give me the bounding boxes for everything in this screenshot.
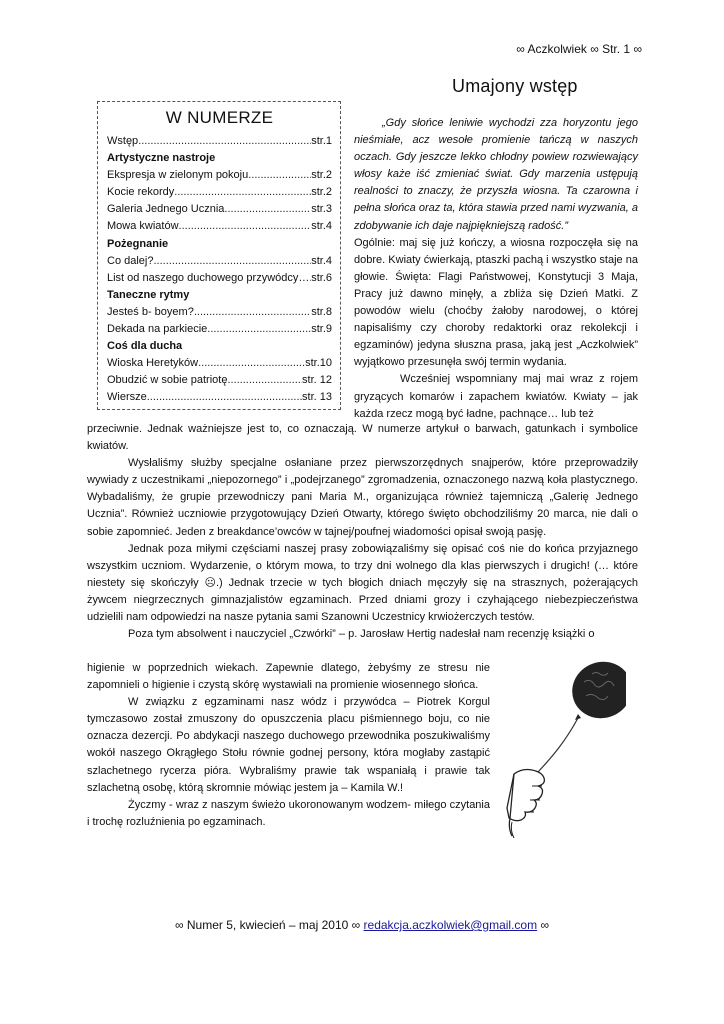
article-body-narrow <box>87 660 490 831</box>
toc-entry-title: Jesteś b- boyem? <box>107 305 194 318</box>
toc-dot-leader <box>198 355 305 372</box>
toc-entry-title: List od naszego duchowego przywódcy… <box>107 271 310 284</box>
balloon-illustration <box>500 652 626 838</box>
toc-entry-page: str.8 <box>311 305 332 318</box>
toc-dot-leader <box>224 201 311 218</box>
footer-email-link[interactable]: redakcja.aczkolwiek@gmail.com <box>363 918 538 932</box>
toc-entry-title: Wiersze <box>107 391 147 404</box>
footer-suffix: ∞ <box>537 918 549 932</box>
footer-issue: ∞ Numer 5, kwiecień – maj 2010 ∞ <box>175 918 364 932</box>
toc-entry-page: str.10 <box>305 357 332 370</box>
article-body <box>87 421 638 643</box>
toc-dot-leader <box>147 389 302 406</box>
intro-paragraph-1: Ogólnie: maj się już kończy, a wiosna rozpoczęła się na dobre. Kwiaty ćwierkają, ptaszki pachą i wszystko staje na głowie. Święta: Flagi Państwowej, Konstytucji 3 Maja, Pracy już dawno minęły, a zbliża się Dzień Matki. Z powodów wielu (choćby żałoby narodowej, o której napisaliśmy czy choroby redaktorki oraz rekolekcji i egzaminów) jedyna słuszna prasa, jaką jest „Aczkolwiek” wyjątkowo przesunęła swój termin wydania. <box>354 236 638 369</box>
toc-entry <box>107 304 332 321</box>
body-paragraph-5-continued: higienie w poprzednich wiekach. Zapewnie dlatego, żebyśmy ze stresu nie zapomnieli o higienie i czystą skórę wystawiali na promienie wiosennego słońca. <box>87 662 490 692</box>
toc-entry <box>107 218 332 235</box>
toc-entry-title: Mowa kwiatów <box>107 220 179 233</box>
toc-entry-page: str.2 <box>311 186 332 199</box>
toc-entry-title: Wioska Heretyków <box>107 357 199 370</box>
toc-entry-title: Dekada na parkiecie <box>107 323 208 336</box>
toc-entry <box>107 184 332 201</box>
toc-section-heading: Artystyczne nastroje <box>107 152 216 165</box>
toc-dot-leader <box>207 321 311 338</box>
article-title: Umajony wstęp <box>452 76 578 96</box>
body-paragraph-5: Poza tym absolwent i nauczyciel „Czwórki” – p. Jarosław Hertig nadesłał nam recenzję książki o <box>128 628 595 641</box>
toc-dot-leader <box>227 372 302 389</box>
toc-entry <box>107 389 332 406</box>
toc-entry <box>107 167 332 184</box>
toc-entry-page: str.6 <box>311 271 332 284</box>
toc-entry-title: Galeria Jednego Ucznia <box>107 203 225 216</box>
toc-heading: W NUMERZE <box>165 108 274 127</box>
toc-entry-title: Ekspresja w zielonym pokoju <box>107 169 249 182</box>
toc-entry <box>107 253 332 270</box>
toc-entry-title: Wstęp <box>107 135 139 147</box>
toc-entry-page: str.2 <box>311 169 332 182</box>
toc-list <box>107 133 332 407</box>
toc-entry-page: str.1 <box>311 135 332 147</box>
toc-section-heading: Taneczne rytmy <box>107 288 190 301</box>
body-paragraph-4: Jednak poza miłymi częściami naszej prasy zobowiązaliśmy się opisać coś nie do końca przyjaznego wszystkim uczniom. Wydarzenie, o którym mowa, to trzy dni wolnego dla klas pierwszych i drugich! (… które niestety się skończyły ☹.) Jednak trzecie w tych błogich dniach męczyły się na strasznych, pożerających żywcem niegrzecznych gimnazjalistów egzaminach. Przed dniami grozy i czyhającego niebezpieczeństwa udzielili nam odpowiedzi na nasze pytania sami Szanowni Uczestnicy krwiożerczych testów. <box>87 542 638 624</box>
toc-dot-leader <box>248 167 311 184</box>
toc-entry-page: str.4 <box>311 220 332 233</box>
toc-dot-leader <box>179 218 312 235</box>
intro-quote: „Gdy słońce leniwie wychodzi zza horyzontu jego nieśmiałe, acz wesołe promienie tańczą w naszych oczach. Gdy jeszcze lekko chłodny powiew rozwiewający włosy każe iść zmieniać świat. Gdy marzenia ustępują realności to znaczy, że przyszła wiosna. Ta czarowna i pełna słońca oraz ta, która stawia przed nami wyzwania, a zdobywanie ich daje najpiękniejszą radość.” <box>354 117 638 232</box>
toc-section-heading: Pożegnanie <box>107 237 169 250</box>
body-paragraph-3: Wysłaliśmy służby specjalne osłaniane przez pierwszorzędnych snajperów, które przeprowadziły wywiady z uczestnikami „niepozornego” i „podejrzanego” zgromadzenia, oznaczonego nazwą koła plastycznego. Wybadaliśmy, że grupie przewodniczy pani Maria M., organizująca również tajemniczą „Galerię Jednego Ucznia”. Również uczniowie przygotowujący Dzień Otwarty, którego święto obchodziliśmy 20 marca, nie dali o sobie zapomnieć. Jeden z breakdance’owców w tajnej/poufnej wiadomości opisał swoją pasję. <box>87 457 638 538</box>
toc-entry <box>107 372 332 389</box>
body-paragraph-continued: przeciwnie. Jednak ważniejsze jest to, co oznaczają. W numerze artykuł o barwach, gatunkach i symbolice kwiatów. <box>87 423 638 453</box>
toc-dot-leader <box>153 253 311 270</box>
toc-entry-page: str. 13 <box>302 391 332 404</box>
toc-dot-leader <box>194 304 311 321</box>
toc-dot-leader <box>138 133 311 150</box>
toc-entry-title: Kocie rekordy <box>107 186 175 199</box>
body-paragraph-6: W związku z egzaminami nasz wódz i przywódca – Piotrek Korgul tymczasowo został zmuszony do opuszczenia placu piśmiennego boju, co nie oznacza dezercji. Po abdykacji naszego duchowego przewodnika poszukiwaliśmy wokół naszego Okrągłego Stołu równie godnej persony, która mogłaby zastąpić szlachetnego rycerza pióra. Wybraliśmy prawie tak wspaniałą i prawie tak szlachetną osobę, którą skromnie mówiąc jestem ja – Kamila W.! <box>87 696 490 794</box>
toc-entry <box>107 355 332 372</box>
intro-column <box>354 115 638 423</box>
toc-entry-page: str.9 <box>311 323 332 336</box>
intro-paragraph-2: Wcześniej wspomniany maj mai wraz z rojem gryzących komarów i zapachem kwiatów. Kwiaty – jak każda rzecz mogą być ładne, pachnące… lub też <box>354 373 638 420</box>
toc-entry <box>107 133 332 150</box>
toc-entry <box>107 201 332 218</box>
toc-entry-page: str.3 <box>311 203 332 216</box>
toc-section-heading: Coś dla ducha <box>107 340 183 353</box>
toc-entry-title: Obudzić w sobie patriotę <box>107 374 228 387</box>
body-paragraph-7: Życzmy - wraz z naszym świeżo ukoronowanym wodzem- miłego czytania i trochę rozluźnienia po egzaminach. <box>87 798 490 828</box>
toc-entry-page: str.4 <box>311 254 332 267</box>
page-footer <box>0 918 724 932</box>
table-of-contents <box>97 101 341 410</box>
page-header: ∞ Aczkolwiek ∞ Str. 1 ∞ <box>516 42 642 56</box>
toc-entry <box>107 321 332 338</box>
toc-dot-leader <box>174 184 311 201</box>
toc-entry-page: str. 12 <box>302 374 332 387</box>
toc-entry-title: Co dalej? <box>107 254 154 267</box>
toc-entry <box>107 270 332 287</box>
